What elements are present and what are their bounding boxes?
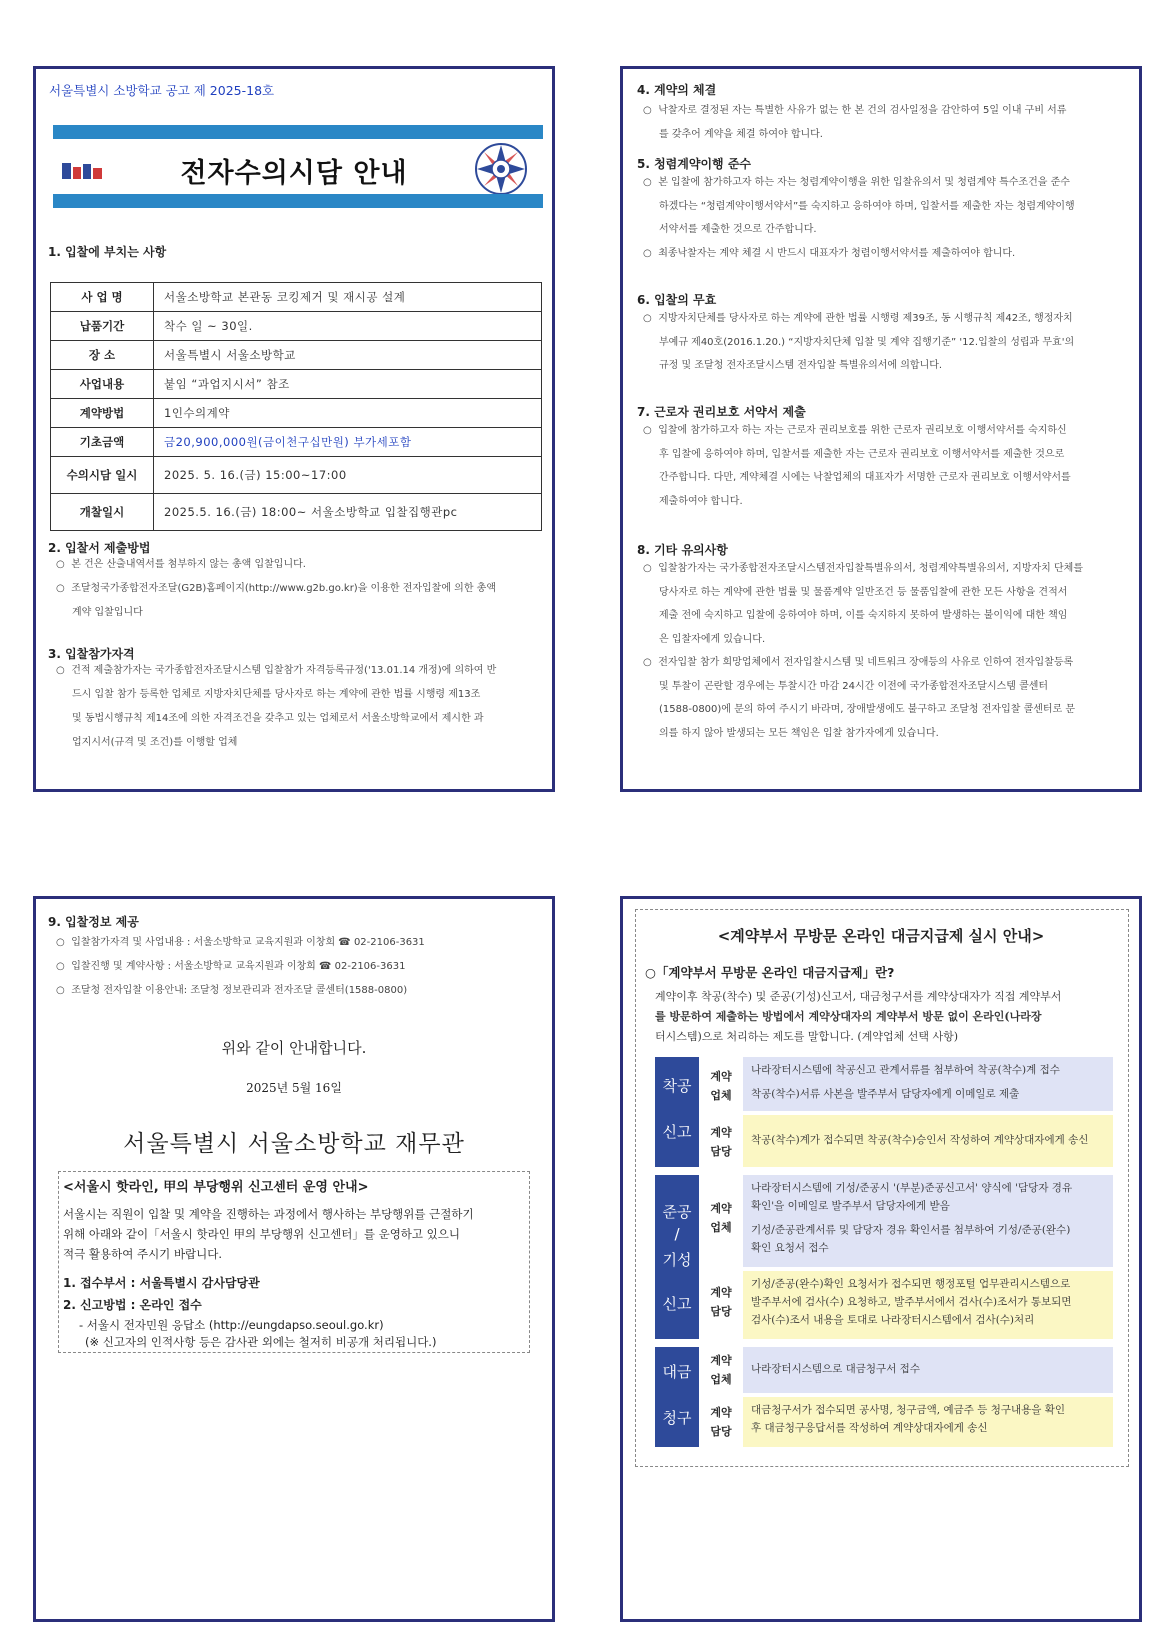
list-item: 낙찰자로 결정된 자는 특별한 사유가 없는 한 본 건의 검사일정을 감안하여 5일 이내 구비 서류 (658, 105, 1067, 116)
step-line: 기성/준공관계서류 및 담당자 경유 확인서를 첨부하여 기성/준공(완수) (751, 1224, 1071, 1236)
list-item-cont: 를 갖추어 계약을 체결 하여야 합니다. (659, 128, 823, 140)
payment-guide-title: <계약부서 무방문 온라인 대금지급제 실시 안내> (717, 927, 1045, 945)
section-8-title: 8. 기타 유의사항 (637, 543, 728, 557)
step-line: 기성/준공(완수)확인 요청서가 접수되면 행정포털 업무관리시스템으로 (751, 1278, 1071, 1290)
hotline-description (63, 1204, 525, 1264)
step-line: 후 대금청구응답서를 작성하여 계약상대자에게 송신 (751, 1422, 988, 1434)
section-2-body: ○ 본 건은 산출내역서를 첨부하지 않는 총액 입찰입니다. ○ 조달청국가종합전자조달(G2B)홈페이지(http://www.g2b.go.kr)을 이용한 전자입찰에 의한 총액 계약 입찰입니다 (56, 553, 546, 625)
role-label: 담당 (710, 1145, 732, 1158)
signer: 서울특별시 서울소방학교 재무관 (123, 1131, 465, 1157)
list-item: 조달청 전자입찰 이용안내: 조달청 정보관리과 전자조달 콜센터(1588-0800) (71, 985, 408, 996)
list-item-cont: 부예규 제40호(2016.1.20.) “지방자치단체 입찰 및 계약 집행기준” '12.입찰의 성립과 무효'의 (659, 336, 1075, 348)
list-item: 입찰에 참가하고자 하는 자는 근로자 권리보호를 위한 근로자 권리보호 이행서약서를 숙지하신 (658, 425, 1067, 436)
role-officer (701, 1403, 741, 1441)
paragraph-line: 터시스템)으로 처리하는 제도를 말합니다. (계약업체 선택 사항) (655, 1030, 958, 1043)
group-band (655, 1057, 699, 1167)
list-item-cont: 당사자로 하는 계약에 관한 법률 및 물품계약 일반조건 등 물품입찰에 관한 모든 사항을 견적서 (659, 586, 1068, 598)
step-description (743, 1057, 1113, 1111)
list-item: 본 건은 산출내역서를 첨부하지 않는 총액 입찰입니다. (71, 559, 306, 570)
step-description (743, 1175, 1113, 1267)
row-label: 개찰일시 (51, 494, 154, 531)
section-8-body: ○ 입찰참가자는 국가종합전자조달시스템전자입찰특별유의서, 청렴계약특별유의서, 지방자치 단체를 당사자로 하는 계약에 관한 법률 및 물품계약 일반조건 등 물품입찰에 관한 모든 사항을 견적서 제출 전에 숙지하고 입찰에 응하여야 하며, 이를 숙지하지 못하여 발생하는 불이익에 대한 책임 은 입찰자에게 있습니다. ○ 전자입찰 참가 희망업체에서 전자입찰시스템 및 네트워크 장애등의 사유로 인하여 전자입찰등록 및 투찰이 곤란할 경우에는 투찰시간 마감 24시간 이전에 국가종합전자조달시스템 콜센터 (1588-0800)에 문의 하여 주시기 바라며, 장애발생에도 불구하고 조달청 전자입찰 콜센터로 문 의를 하지 않아 발생되는 모든 책임은 입찰 참가자에게 있습니다. (643, 557, 1133, 745)
banner-bottom-bar (53, 194, 543, 208)
closing-text: 위와 같이 안내합니다. (221, 1039, 367, 1057)
step-description (743, 1397, 1113, 1447)
step-description (743, 1271, 1113, 1339)
section-7-title: 7. 근로자 권리보호 서약서 제출 (637, 405, 806, 419)
list-item-cont: (1588-0800)에 문의 하여 주시기 바라며, 장애발생에도 불구하고 조달청 전자입찰 콜센터로 문 (659, 704, 1076, 715)
list-item-cont: 간주합니다. 다만, 계약체결 시에는 낙찰업체의 대표자가 서명한 근로자 권리보호 이행서약서를 (659, 472, 1071, 483)
step-line: 발주부서에 검사(수) 요청하고, 발주부서에서 검사(수)조서가 통보되면 (751, 1296, 1072, 1308)
group-band (655, 1347, 699, 1447)
row-label: 기초금액 (51, 428, 154, 457)
hotline-dept: 1. 접수부서 : 서울특별시 감사담당관 (63, 1276, 260, 1290)
list-item: 최종낙찰자는 계약 체결 시 반드시 대표자가 청렴이행서약서를 제출하여야 합니다. (658, 247, 1016, 259)
band-label: 대금 (662, 1363, 692, 1381)
table-row (51, 494, 542, 531)
table-row (51, 312, 542, 341)
paragraph-line: 적극 활용하여 주시기 바랍니다. (63, 1247, 223, 1261)
row-value: 착수 일 ~ 30일. (154, 312, 542, 341)
list-item-cont: 드시 입찰 참가 등록한 업체로 지방자치단체를 당사자로 하는 계약에 관한 법률 시행령 제13조 (72, 689, 481, 700)
group-completion-report (655, 1175, 1113, 1339)
group-band (655, 1175, 699, 1339)
step-line: 확인 요청서 접수 (751, 1242, 829, 1254)
list-item: 전자입찰 참가 희망업체에서 전자입찰시스템 및 네트워크 장애등의 사유로 인하여 전자입찰등록 (658, 657, 1074, 668)
row-label: 계약방법 (51, 399, 154, 428)
step-description: 착공(착수)계가 접수되면 착공(착수)승인서 작성하여 계약상대자에게 송신 (743, 1115, 1113, 1167)
issue-date: 2025년 5월 16일 (246, 1081, 342, 1095)
list-item-cont: 제출 전에 숙지하고 입찰에 응하여야 하며, 이를 숙지하지 못하여 발생하는 불이익에 대한 책임 (659, 610, 1068, 621)
payment-guide-intro (655, 987, 1115, 1047)
list-item-cont: 및 투찰이 곤란할 경우에는 투찰시간 마감 24시간 이전에 국가종합전자조달시스템 콜센터 (659, 680, 1049, 692)
section-6-title: 6. 입찰의 무효 (637, 293, 717, 307)
band-label: 착공 (662, 1077, 692, 1095)
page-2 (620, 66, 1142, 792)
row-label: 납품기간 (51, 312, 154, 341)
row-value: 2025.5. 16.(금) 18:00~ 서울소방학교 입찰집행관pc (154, 494, 542, 531)
band-label: 신고 (662, 1295, 692, 1313)
section-5-title: 5. 청렴계약이행 준수 (637, 157, 752, 171)
list-item: 본 입찰에 참가하고자 하는 자는 청렴계약이행을 위한 입찰유의서 및 청렴계약 특수조건을 준수 (658, 177, 1070, 188)
list-item: 건적 제출참가자는 국가종합전자조달시스템 입찰참가 자격등록규정('13.01.14 개정)에 의하여 반 (71, 665, 497, 676)
list-item-cont: 의를 하지 않아 발생되는 모든 책임은 입찰 참가자에게 있습니다. (659, 727, 939, 739)
row-value: 금20,900,000원(금이천구십만원) 부가세포함 (154, 428, 542, 457)
role-label: 담당 (710, 1305, 732, 1318)
bid-info-table (50, 282, 542, 531)
section-5-body: ○ 본 입찰에 참가하고자 하는 자는 청렴계약이행을 위한 입찰유의서 및 청렴계약 특수조건을 준수 하겠다는 “청렴계약이행서약서”를 숙지하고 응하여야 하며, 입찰서를 제출한 자는 청렴계약이행 서약서를 제출한 것으로 간주합니다. ○ 최종낙찰자는 계약 체결 시 반드시 대표자가 청렴이행서약서를 제출하여야 합니다. (643, 171, 1133, 265)
list-item-cont: 은 입찰자에게 있습니다. (659, 633, 766, 645)
hotline-url-link[interactable]: - 서울시 전자민원 응답소 (http://eungdapso.seoul.go.kr) (79, 1318, 384, 1332)
page-3 (33, 896, 555, 1622)
table-row (51, 283, 542, 312)
role-label: 계약 (710, 1286, 732, 1299)
list-item-cont: 및 동법시행규칙 제14조에 의한 자격조건을 갖추고 있는 업체로서 서울소방학교에서 제시한 과 (72, 713, 484, 724)
hotline-notice-box (58, 1171, 530, 1353)
band-label: 준공 (662, 1203, 692, 1221)
list-item: 조달청국가종합전자조달(G2B)홈페이지(http://www.g2b.go.kr)을 이용한 전자입찰에 의한 총액 (71, 583, 496, 594)
row-value: 1인수의계약 (154, 399, 542, 428)
band-label: 기성 (662, 1251, 692, 1269)
fire-emblem-icon (473, 141, 529, 197)
role-contractor (701, 1199, 741, 1237)
list-item-cont: 규정 및 조달청 전자조달시스템 전자입찰 특별유의서에 의합니다. (659, 360, 943, 371)
step-line: 대금청구서가 접수되면 공사명, 청구금액, 예금주 등 청구내용을 확인 (751, 1404, 1066, 1416)
document-title: 전자수의시담 안내 (180, 158, 408, 189)
list-item-cont: 하겠다는 “청렴계약이행서약서”를 숙지하고 응하여야 하며, 입찰서를 제출한 자는 청렴계약이행 (659, 200, 1075, 212)
table-row (51, 370, 542, 399)
row-value: 서울특별시 서울소방학교 (154, 341, 542, 370)
role-officer (701, 1283, 741, 1321)
band-label: 청구 (662, 1409, 692, 1427)
banner-top-bar (53, 125, 543, 139)
section-3-body: ○ 건적 제출참가자는 국가종합전자조달시스템 입찰참가 자격등록규정('13.01.14 개정)에 의하여 반 드시 입찰 참가 등록한 업체로 지방자치단체를 당사자로 하는 계약에 관한 법률 시행령 제13조 및 동법시행규칙 제14조에 의한 자격조건을 갖추고 있는 업체로서 서울소방학교에서 제시한 과 업지시서(규격 및 조건)를 이행할 업체 (56, 659, 546, 755)
role-label: 계약 (710, 1070, 732, 1083)
list-item: 계약 입찰입니다 (72, 607, 143, 618)
row-label: 장 소 (51, 341, 154, 370)
section-4-title: 4. 계약의 체결 (637, 83, 717, 97)
table-row (51, 428, 542, 457)
role-contractor (701, 1067, 741, 1105)
list-item-cont: 제출하여야 합니다. (659, 495, 743, 507)
role-label: 계약 (710, 1202, 732, 1215)
row-value: 서울소방학교 본관동 코킹제거 및 재시공 설계 (154, 283, 542, 312)
page-4 (620, 896, 1142, 1622)
role-label: 업체 (710, 1373, 732, 1386)
step-line: 확인'을 이메일로 발주부서 담당자에게 받음 (751, 1200, 950, 1212)
role-label: 계약 (710, 1406, 732, 1419)
role-contractor (701, 1351, 741, 1389)
paragraph-line: 를 방문하여 제출하는 방법에서 계약상대자의 계약부서 방문 없이 온라인(나라장 (655, 1010, 1042, 1023)
list-item: 지방자치단체를 당사자로 하는 계약에 관한 법률 시행령 제39조, 동 시행규칙 제42조, 행정자치 (658, 313, 1073, 324)
step-line: 검사(수)조서 내용을 토대로 나라장터시스템에서 검사(수)처리 (751, 1314, 1035, 1326)
role-label: 담당 (710, 1425, 732, 1438)
role-officer (701, 1123, 741, 1161)
row-label: 사 업 명 (51, 283, 154, 312)
section-7-body: ○ 입찰에 참가하고자 하는 자는 근로자 권리보호를 위한 근로자 권리보호 이행서약서를 숙지하신 후 입찰에 응하여야 하며, 입찰서를 제출한 자는 근로자 권리보호 이행서약서를 제출한 것으로 간주합니다. 다만, 계약체결 시에는 낙찰업체의 대표자가 서명한 근로자 권리보호 이행서약서를 제출하여야 합니다. (643, 419, 1133, 513)
paragraph-line: 위해 아래와 같이「서울시 핫라인 甲의 부당행위 신고센터」를 운영하고 있으니 (63, 1227, 461, 1241)
row-label: 수의시담 일시 (51, 457, 154, 494)
hotline-title: <서울시 핫라인, 甲의 부당행위 신고센터 운영 안내> (63, 1180, 369, 1195)
page-1 (33, 66, 555, 792)
hotline-privacy-note: (※ 신고자의 인적사항 등은 감사관 외에는 철저히 비공개 처리됩니다.) (85, 1335, 437, 1349)
row-value: 2025. 5. 16.(금) 15:00~17:00 (154, 457, 542, 494)
table-row (51, 399, 542, 428)
band-label: 신고 (662, 1123, 692, 1141)
role-label: 계약 (710, 1126, 732, 1139)
section-6-body: ○ 지방자치단체를 당사자로 하는 계약에 관한 법률 시행령 제39조, 동 시행규칙 제42조, 행정자치 부예규 제40호(2016.1.20.) “지방자치단체 입찰 및 계약 집행기준” '12.입찰의 성립과 무효'의 규정 및 조달청 전자조달시스템 전자입찰 특별유의서에 의합니다. (643, 307, 1133, 378)
step-line: 나라장터시스템에 기성/준공시 '(부분)준공신고서' 양식에 '담당자 경유 (751, 1182, 1073, 1194)
group-payment-claim (655, 1347, 1113, 1447)
list-item: 입찰참가자격 및 사업내용 : 서울소방학교 교육지원과 이창희 ☎ 02-2106-3631 (71, 937, 425, 948)
table-row (51, 457, 542, 494)
payment-guide-question: ○「계약부서 무방문 온라인 대금지급제」란? (645, 965, 895, 980)
step-line: 착공(착수)서류 사본을 발주부서 담당자에게 이메일로 제출 (751, 1088, 1020, 1100)
section-4-body: ○ 낙찰자로 결정된 자는 특별한 사유가 없는 한 본 건의 검사일정을 감안하여 5일 이내 구비 서류 를 갖추어 계약을 체결 하여야 합니다. (643, 99, 1133, 146)
role-label: 계약 (710, 1354, 732, 1367)
hotline-method: 2. 신고방법 : 온라인 접수 (63, 1298, 202, 1312)
section-3-title: 3. 입찰참가자격 (48, 647, 135, 661)
paragraph-line: 서울시는 직원이 입찰 및 계약을 진행하는 과정에서 행사하는 부당행위를 근절하기 (63, 1207, 474, 1221)
role-label: 업체 (710, 1221, 732, 1234)
paragraph-line: 계약이후 착공(착수) 및 준공(기성)신고서, 대금청구서를 계약상대자가 직접 계약부서 (655, 990, 1062, 1003)
section-9-title: 9. 입찰정보 제공 (48, 915, 139, 929)
step-description: 나라장터시스템으로 대금청구서 접수 (743, 1347, 1113, 1393)
row-value: 붙임 “과업지시서” 참조 (154, 370, 542, 399)
notice-number: 서울특별시 소방학교 공고 제 2025-18호 (49, 83, 275, 98)
list-item-cont: 후 입찰에 응하여야 하며, 입찰서를 제출한 자는 근로자 권리보호 이행서약서를 제출한 것으로 (659, 448, 1065, 460)
role-label: 업체 (710, 1089, 732, 1102)
table-row (51, 341, 542, 370)
band-label: / (674, 1225, 680, 1243)
list-item: 입찰참가자는 국가종합전자조달시스템전자입찰특별유의서, 청렴계약특별유의서, 지방자치 단체를 (658, 563, 1083, 574)
list-item-cont: 업지시서(규격 및 조건)를 이행할 업체 (72, 737, 238, 748)
section-1-title: 1. 입찰에 부치는 사항 (48, 245, 167, 259)
list-item-cont: 서약서를 제출한 것으로 간주합니다. (659, 224, 817, 235)
section-9-body: ○ 입찰참가자격 및 사업내용 : 서울소방학교 교육지원과 이창희 ☎ 02-2106-3631 ○ 입찰진행 및 계약사항 : 서울소방학교 교육지원과 이창희 ☎ 02-2106-3631 ○ 조달청 전자입찰 이용안내: 조달청 정보관리과 전자조달 콜센터(1588-0800) (56, 937, 425, 996)
group-start-report (655, 1057, 1113, 1167)
row-label: 사업내용 (51, 370, 154, 399)
section-2-title: 2. 입찰서 제출방법 (48, 541, 151, 555)
list-item: 입찰진행 및 계약사항 : 서울소방학교 교육지원과 이창희 ☎ 02-2106-3631 (71, 961, 406, 972)
step-line: 나라장터시스템에 착공신고 관계서류를 첨부하여 착공(착수)계 접수 (751, 1064, 1060, 1076)
